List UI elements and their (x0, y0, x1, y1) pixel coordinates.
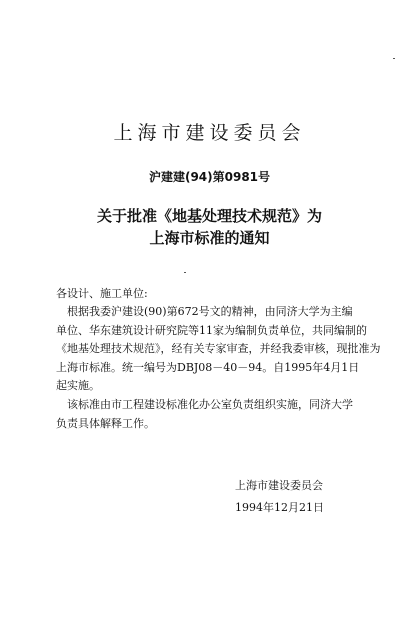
recipient-line: 各设计、施工单位: (56, 287, 148, 300)
document-number: 沪建建(94)第0981号 (148, 170, 271, 184)
signature-organization: 上海市建设委员会 (235, 479, 323, 492)
notice-title-line: 上海市标准的通知 (149, 229, 270, 247)
signature-block (235, 475, 324, 519)
body-line: 起实施。 (56, 379, 100, 393)
scan-speck (393, 58, 395, 59)
body-line: 根据我委沪建设(90)第672号文的精神，由同济大学为主编 (67, 305, 353, 318)
notice-title-line: 关于批准《地基处理技术规范》为 (96, 207, 322, 225)
notice-body (56, 303, 381, 433)
scan-speck (184, 272, 186, 273)
notice-title (0, 205, 419, 249)
body-line: 《地基处理技术规范》，经有关专家审查，并经我委审核，现批准为 (56, 342, 381, 356)
issuing-organization-title: 上海市建设委员会 (113, 122, 306, 144)
body-line: 该标准由市工程建设标准化办公室负责组织实施，同济大学 (67, 397, 353, 411)
body-line: 上海市标准。统一编号为DBJ08－40－94。自1995年4月1日 (56, 360, 360, 374)
body-line: 单位、华东建筑设计研究院等11家为编制负责单位，共同编制的 (56, 323, 367, 337)
signature-date: 1994年12月21日 (235, 501, 324, 514)
body-line: 负责具体解释工作。 (56, 416, 155, 430)
